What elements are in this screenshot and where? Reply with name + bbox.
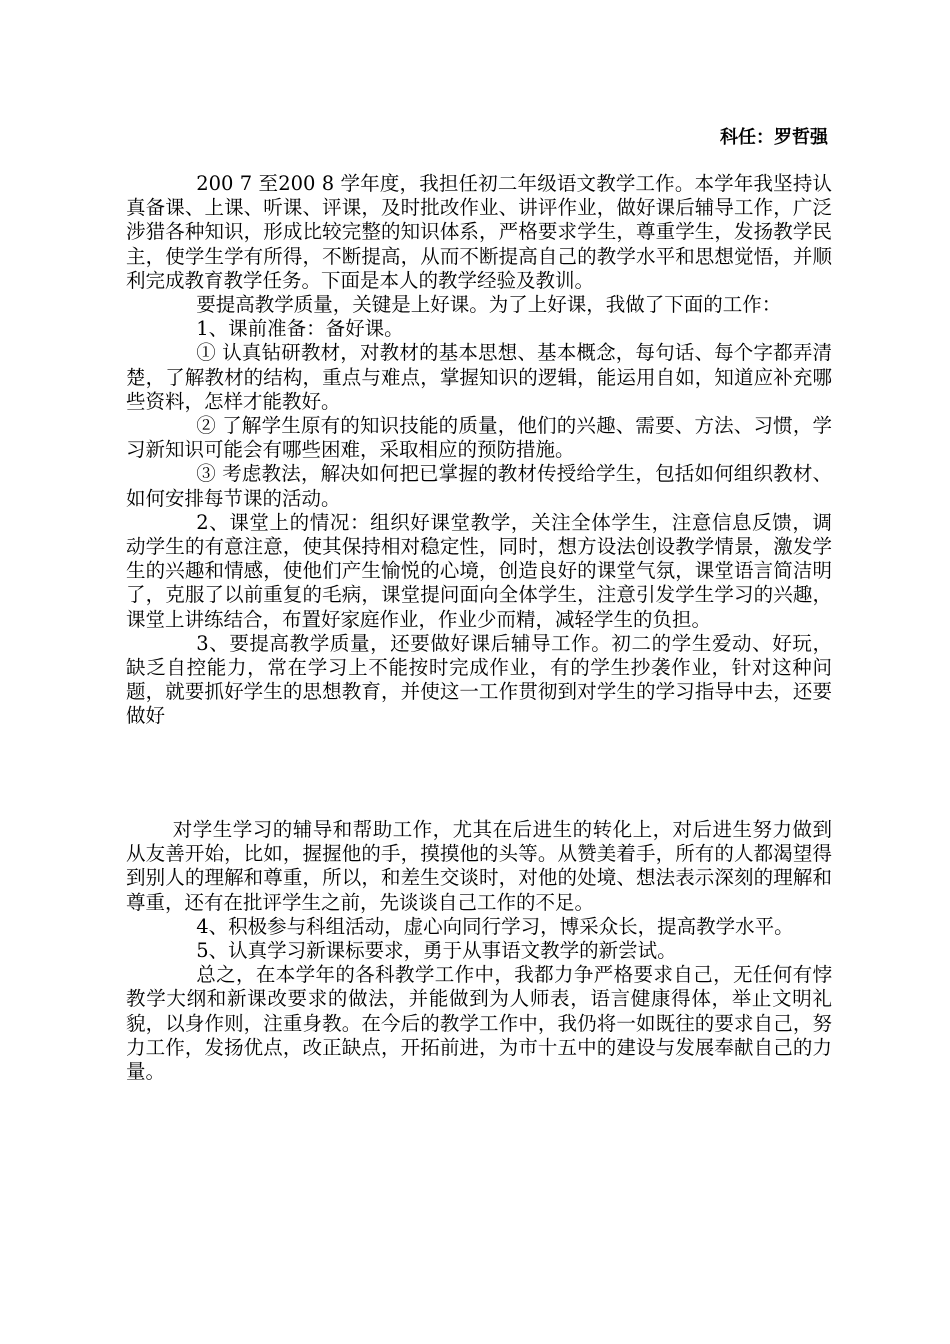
- paragraph-item-1: ① 认真钻研教材，对教材的基本思想、基本概念，每句话、每个字都弄清楚，了解教材的结构，重点与难点，掌握知识的逻辑，能运用自如，知道应补充哪些资料，怎样才能教好。: [126, 341, 832, 413]
- paragraph-key-point: 要提高教学质量，关键是上好课。为了上好课，我做了下面的工作：: [196, 293, 782, 317]
- paragraph-section-1-heading: 1、课前准备：备好课。: [196, 317, 404, 341]
- paragraph-section-4: 4、积极参与科组活动，虚心向同行学习，博采众长，提高教学水平。: [196, 914, 794, 938]
- paragraph-continuation: 对学生学习的辅导和帮助工作，尤其在后进生的转化上，对后进生努力做到从友善开始，比如，握握他的手，摸摸他的头等。从赞美着手，所有的人都渴望得到别人的理解和尊重，所以，和差生交谈时，对他的处境、想法表示深刻的理解和尊重，还有在批评学生之前，先谈谈自己工作的不足。: [126, 818, 832, 914]
- paragraph-intro: 200 7 至200 8 学年度，我担任初二年级语文教学工作。本学年我坚持认真备课、上课、听课、评课，及时批改作业、讲评作业，做好课后辅导工作，广泛涉猎各种知识，形成比较完整的知识体系，严格要求学生，尊重学生，发扬教学民主，使学生学有所得，不断提高，从而不断提高自己的教学水平和思想觉悟，并顺利完成教育教学任务。下面是本人的教学经验及教训。: [126, 172, 832, 292]
- paragraph-conclusion: 总之，在本学年的各科教学工作中，我都力争严格要求自己，无任何有悖教学大纲和新课改要求的做法，并能做到为人师表，语言健康得体，举止文明礼貌，以身作则，注重身教。在今后的教学工作中，我仍将一如既往的要求自己，努力工作，发扬优点，改正缺点，开拓前进，为市十五中的建设与发展奉献自己的力量。: [126, 963, 832, 1084]
- author-line: 科任：罗哲强: [720, 127, 828, 148]
- text-block-2: [126, 818, 832, 1084]
- paragraph-section-2: 2、课堂上的情况：组织好课堂教学，关注全体学生，注意信息反馈，调动学生的有意注意，使其保持相对稳定性，同时，想方设法创设教学情景，激发学生的兴趣和情感，使他们产生愉悦的心境，创造良好的课堂气氛，课堂语言简洁明了，克服了以前重复的毛病，课堂提问面向全体学生，注意引发学生学习的兴趣，课堂上讲练结合，布置好家庭作业，作业少而精，减轻学生的负担。: [126, 510, 832, 631]
- paragraph-section-5: 5、认真学习新课标要求，勇于从事语文教学的新尝试。: [196, 939, 677, 963]
- paragraph-item-3: ③ 考虑教法，解决如何把已掌握的教材传授给学生，包括如何组织教材、如何安排每节课的活动。: [126, 462, 832, 510]
- paragraph-item-2: ② 了解学生原有的知识技能的质量，他们的兴趣、需要、方法、习惯，学习新知识可能会有哪些困难，采取相应的预防措施。: [126, 414, 832, 462]
- paragraph-section-3: 3、要提高教学质量，还要做好课后辅导工作。初二的学生爱动、好玩，缺乏自控能力，常在学习上不能按时完成作业，有的学生抄袭作业，针对这种问题，就要抓好学生的思想教育，并使这一工作贯彻到对学生的学习指导中去，还要做好: [126, 631, 832, 728]
- text-block-1: [126, 172, 832, 729]
